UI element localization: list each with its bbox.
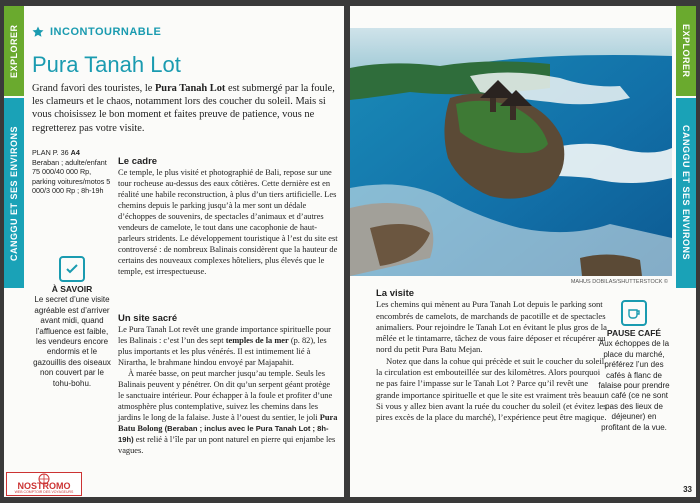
tip-text: Le secret d’une visite agréable est d’arriver avant midi, quand l’affluence est faible, les vendeurs encore endormis et le gazouillis des oiseaux non couvert par le tohu-bohu. bbox=[33, 295, 111, 388]
right-page bbox=[350, 6, 696, 497]
coffee-cup-icon bbox=[621, 300, 647, 326]
checklist-icon bbox=[59, 256, 85, 282]
temple-photo bbox=[350, 28, 672, 276]
explorer-tab: EXPLORER bbox=[676, 6, 696, 96]
nostromo-logo: NOSTROMO WEB COMPTOIR DES VOYAGEURS bbox=[6, 472, 82, 496]
plan-ref: A4 bbox=[70, 148, 80, 157]
intro-paragraph bbox=[32, 82, 337, 135]
star-icon bbox=[32, 26, 44, 38]
section-text-1: Les chemins qui mènent au Pura Tanah Lot depuis le parking sont encombrés de camelots, de marchands de pacotille et de spectacles animaliers. Pour rejoindre le Tanah Lot en évitant le plus gros de la mêlée et le tintamarre, tâchez de vous faire déposer et récupérer au nord du petit Pura Batu Mejan. bbox=[376, 299, 607, 355]
intro-bold: Pura Tanah Lot bbox=[154, 83, 226, 94]
plan-label: PLAN P. 36 bbox=[32, 148, 69, 157]
explorer-tab: EXPLORER bbox=[4, 6, 24, 96]
section-site-sacre bbox=[118, 313, 338, 456]
photo-credit: MAHUS DOBILAS/SHUTTERSTOCK © bbox=[570, 279, 668, 285]
section-text: Ce temple, le plus visité et photographié de Bali, repose sur une tour rocheuse au-dessus des eaux côtières. Cette dernière est en réalité une habile reconstruction, à plus d’un tiers artificielle. Les chemins depuis le parking jusqu’à la mer sont un dédale d’échoppes de souvenirs, de spectacles d’animaux et d’autres vendeurs de camelote, le tout dans une cacophonie de haut-parleurs stridents. Le développement touristique à l’est du site est controversé : de nombreux Balinais considèrent que la hauteur de certains des nouveaux complexes hôteliers, plus élevés que le temple, est irrespectueuse. bbox=[118, 168, 338, 276]
left-page bbox=[4, 6, 344, 497]
practical-info bbox=[32, 148, 112, 196]
section-text-2: Notez que dans la cohue qui précède et suit le coucher du soleil, la circulation est embouteillée sur des kilomètres. Alors pourquoi ne pas faire l’impasse sur le Tanah Lot ? Parce qu’il revêt une grande importance spirituelle et que le site est vraiment très beau. Si vous y allez bien avant la ruée du coucher du soleil (et évitez les pires excès de la place du marché), l’expérience peut être magique. bbox=[376, 355, 607, 423]
intro-post: est submergé par la foule, les clameurs et le chaos, notamment lors des coucher du soleil. Mais si vous choisissez le bon moment et faites preuve de patience, vous ne regretterez pas votre visite. bbox=[32, 83, 335, 134]
page-title: Pura Tanah Lot bbox=[32, 52, 181, 77]
section-heading: Le cadre bbox=[118, 156, 158, 167]
section-heading: Un site sacré bbox=[118, 313, 178, 324]
section-heading: La visite bbox=[376, 288, 415, 299]
intro-pre: Grand favori des touristes, le bbox=[32, 83, 155, 94]
section-text-1: Le Pura Tanah Lot revêt une grande importance spirituelle pour les Balinais : c’est l’un des sept temples de la mer (p. 82), les plus importants et les plus vénérés. Il est intimement lié à Nirartha, le brahmane hindou envoyé par Majapahit. bbox=[118, 325, 331, 367]
section-visite bbox=[376, 288, 610, 424]
section-text-2: À marée basse, on peut marcher jusqu’au temple. Seuls les Balinais peuvent y pénétrer. On dit qu’un serpent géant protège le sanctuaire intérieur. Pour échapper à la foule et profiter d’une atmosphère plus contemplative, suivez les chemins dans les jardins le long de la falaise. Juste à l’ouest du sentier, le joli Pura Batu Bolong (Beraban ; inclus avec le Pura Tanah Lot ; 8h-19h) est relié à l’île par un pont naturel en pierre qui enjambe les vagues. bbox=[118, 369, 338, 455]
section-cadre bbox=[118, 156, 338, 277]
practical-details: Beraban ; adulte/enfant 75 000/40 000 Rp, parking voitures/motos 5 000/3 000 Rp ; 8h-19h bbox=[32, 157, 111, 195]
kicker bbox=[32, 26, 161, 38]
page-number: 33 bbox=[683, 485, 692, 494]
kicker-label: INCONTOURNABLE bbox=[50, 26, 162, 38]
tip-heading: À SAVOIR bbox=[51, 284, 93, 294]
tip-a-savoir bbox=[32, 256, 112, 389]
area-tab: CANGGU ET SES ENVIRONS bbox=[4, 98, 24, 288]
area-tab: CANGGU ET SES ENVIRONS bbox=[676, 98, 696, 288]
tip-heading: PAUSE CAFÉ bbox=[606, 328, 662, 338]
tip-pause-cafe bbox=[598, 300, 670, 433]
tip-text: Aux échoppes de la place du marché, préférez l’un des cafés à flanc de falaise pour prendre un café (ce ne sont pas des lieux de déjeuner) en profitant de la vue. bbox=[598, 339, 670, 432]
